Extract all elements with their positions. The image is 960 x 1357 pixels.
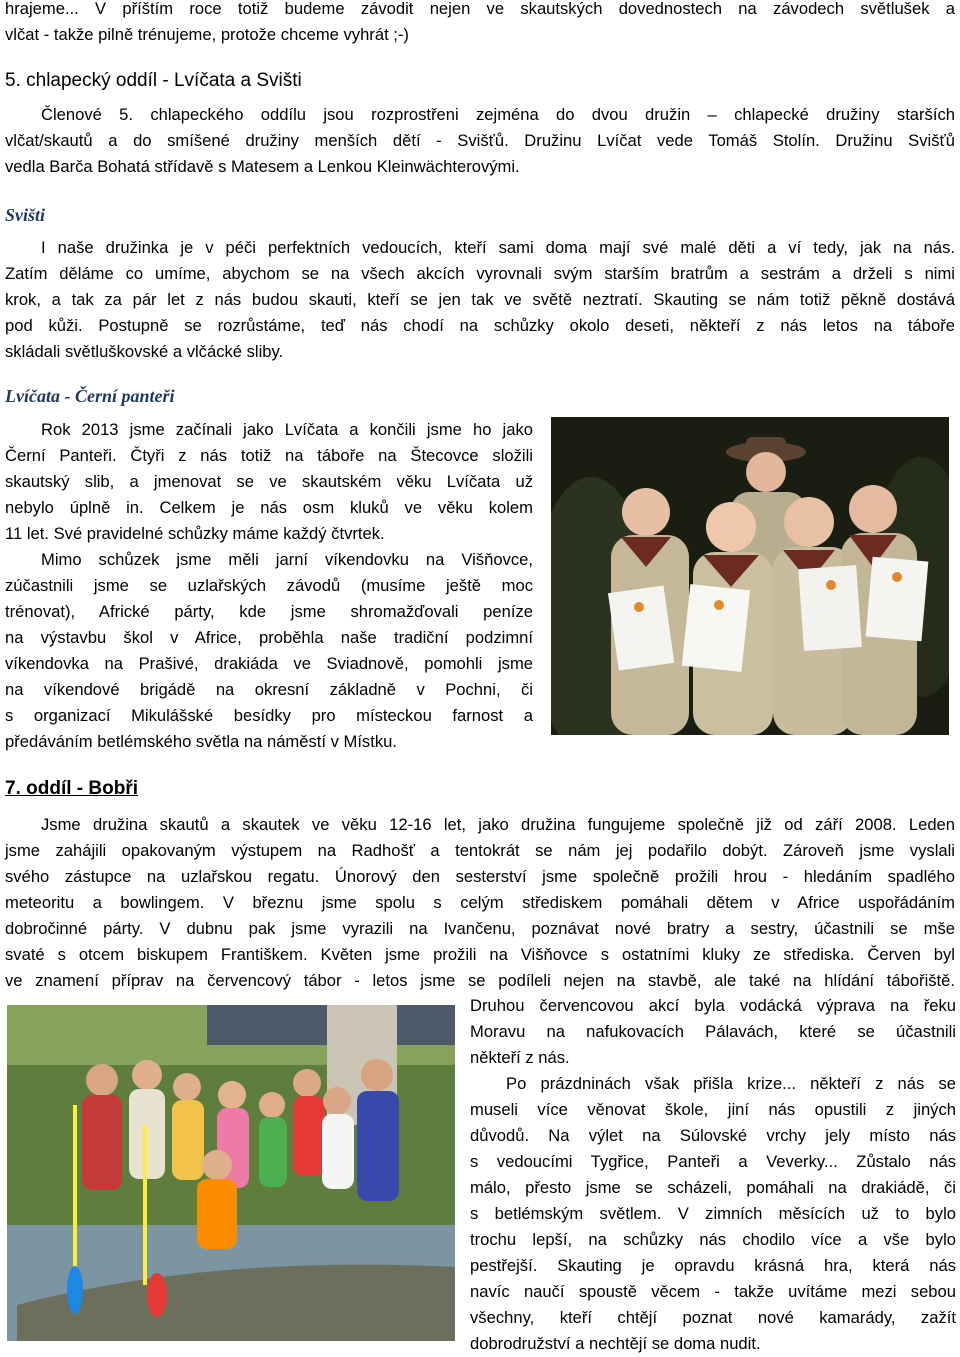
section7-heading [5, 778, 138, 800]
section7-heading-text: 7. oddíl - Bobři [5, 778, 138, 799]
paragraph-line: někteří z nás. [470, 1048, 570, 1067]
svisti-paragraph [5, 235, 955, 365]
paragraph-line: museli více věnovat škole, jiní nás opustili z jiných [470, 1100, 956, 1119]
paragraph-line: nebylo úplně in. Celkem je nás osm kluků ve věku kolem [5, 498, 533, 517]
paragraph-line: trénovat), Africké párty, kde jsme shromažďovali peníze [5, 602, 533, 621]
paragraph-line: Černí Panteři. Čtyři z nás totiž na táboře na Štecovce složili [5, 446, 533, 465]
paragraph-line: Moravu na nafukovacích Pálavách, které se účastnili [470, 1022, 956, 1041]
paragraph-line: dobrodružství a nechtějí se doma nudit. [470, 1334, 761, 1353]
paragraph-line: zúčastnili jsme se uzlařských závodů (musíme ještě moc [5, 576, 533, 595]
paragraph-line: svého zástupce na uzlařskou regatu. Únorový den sesterství jsme společně prožili hrou - hledáním spadlého [5, 867, 955, 886]
rafting-group-photo [7, 1005, 455, 1341]
paragraph-line: vedla Barča Bohatá střídavě s Matesem a Lenkou Kleinwächterovými. [5, 157, 520, 176]
paragraph-line: dobročinné párty. V dubnu pak jsme vyrazili na Ivančenu, poznávat nové bratry a sestry, účastnili se mše [5, 919, 955, 938]
intro-line: vlčat - takže pilně trénujeme, protože chceme vyhrát ;-) [5, 25, 409, 44]
paragraph-line: víkendovka na Prašivé, drakiáda ve Sviadnově, pomohli jsme [5, 654, 533, 673]
paragraph-line: Rok 2013 jsme začínali jako Lvíčata a končili jsme ho jako [41, 420, 533, 439]
paragraph-line: Zatím děláme co umíme, abychom se na všech akcích vyrovnali svým starším bratrům a sestrám a drželi s nimi [5, 264, 955, 283]
paragraph-line: s vedoucími Tygřice, Panteři a Veverky... Zůstalo nás [470, 1152, 956, 1171]
paragraph-line: Členové 5. chlapeckého oddílu jsou rozprostřeni zejména do dvou družin – chlapecké družiny starších [41, 105, 955, 124]
section7-side-paragraph [470, 993, 956, 1357]
lvicata-paragraph [5, 417, 533, 755]
paragraph-line: pestřejší. Skauting je opravdu krásná hra, která nás [470, 1256, 956, 1275]
paragraph-line: s betlémským světlem. V zimních měsících už to bylo [470, 1204, 956, 1223]
paragraph-line: s organizací Mikulášské besídky pro místeckou farnost a [5, 706, 533, 725]
paragraph-line: trochu lepší, na schůzky nás chodilo více a vše bylo [470, 1230, 956, 1249]
paragraph-line: Po prázdninách však přišla krize... někteří z nás se [506, 1074, 956, 1093]
intro-paragraph [5, 0, 955, 48]
paragraph-line: na výstavbu škol v Africe, proběhla naše tradiční podzimní [5, 628, 533, 647]
paragraph-line: důvodů. Na výlet na Súlovské vrchy jely místo nás [470, 1126, 956, 1145]
scouts-night-photo [551, 417, 949, 735]
paragraph-line: navíc naučí spoustě věcem - takže uvítáme mezi sebou [470, 1282, 956, 1301]
section5-paragraph [5, 102, 955, 180]
paragraph-line: skládali světluškovské a vlčácké sliby. [5, 342, 284, 361]
paragraph-line: málo, přesto jsme se scházeli, pomáhali na drakiádě, či [470, 1178, 956, 1197]
paragraph-line: vlčat/skautů a do smíšené družiny menších dětí - Svišťů. Družinu Lvíčat vede Tomáš Stolín. Družinu Svišťů [5, 131, 955, 150]
paragraph-line: svaté s otcem biskupem Františkem. Květen jsme prožili na Višňovce s ostatními kluky ze střediska. Červen byl [5, 945, 955, 964]
paragraph-line: 11 let. Své pravidelné schůzky máme každý čtvrtek. [5, 524, 385, 543]
paragraph-line: Jsme družina skautů a skautek ve věku 12-16 let, jako družina fungujeme společně již od září 2008. Leden [41, 815, 955, 834]
paragraph-line: Mimo schůzek jsme měli jarní víkendovku na Višňovce, [41, 550, 533, 569]
svisti-heading: Svišti [5, 205, 46, 225]
paragraph-line: na víkendové brigádě na okresní základně v Pochni, či [5, 680, 533, 699]
paragraph-line: Druhou červencovou akcí byla vodácká výprava na řeku [470, 996, 956, 1015]
paragraph-line: krok, a tak za pár let z nás budou skauti, kteří se jen tak ve světě neztratí. Skauting se nám totiž pěkně dostává [5, 290, 955, 309]
paragraph-line: všechny, kteří chtějí poznat nové kamarády, zažít [470, 1308, 956, 1327]
paragraph-line: pod kůži. Postupně se rozrůstáme, teď nás chodí na schůzky okolo deseti, někteří z nás letos na táboře [5, 316, 955, 335]
intro-line: hrajeme... V příštím roce totiž budeme závodit nejen ve skautských dovednostech na závodech světlušek a [5, 0, 955, 18]
lvicata-heading: Lvíčata - Černí panteři [5, 386, 175, 406]
paragraph-line: předáváním betlémského světla na náměstí v Místku. [5, 732, 397, 751]
paragraph-line: skautský slib, a jmenovat se ve skautském věku Lvíčata už [5, 472, 533, 491]
paragraph-line: I naše družinka je v péči perfektních vedoucích, kteří sami doma mají své malé děti a ví tedy, jak na nás. [41, 238, 955, 257]
paragraph-line: ve znamení příprav na červencový tábor - letos jsme se podíleli nejen na stavbě, ale také na hlídání tábořiště. [5, 971, 955, 990]
paragraph-line: jsme zahájili opakovaným výstupem na Radhošť a tentokrát se nám jej podařilo dobýt. Zároveň jsme vyslali [5, 841, 955, 860]
paragraph-line: meteoritu a bowlingem. V březnu jsme spolu s celým střediskem pomáhali dětem v Africe uspořádáním [5, 893, 955, 912]
section5-heading: 5. chlapecký oddíl - Lvíčata a Svišti [5, 70, 302, 91]
section7-paragraph [5, 812, 955, 994]
